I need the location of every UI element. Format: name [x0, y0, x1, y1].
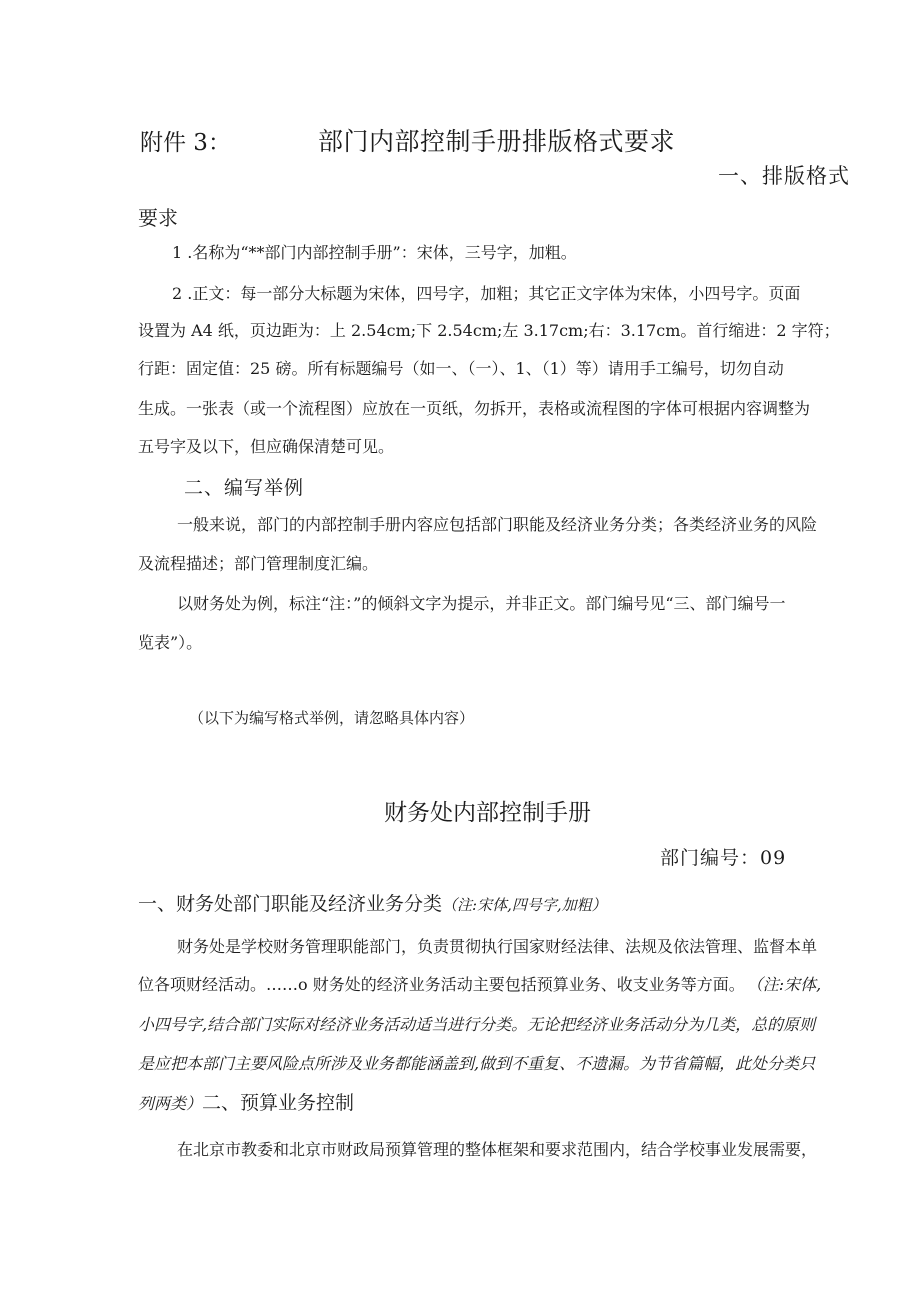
rule-2-line: 行距：固定值：25 磅。所有标题编号（如一、（一）、1、（1）等）请用手工编号，切勿自动	[138, 359, 784, 378]
body-text: 位各项财经活动。……o 财务处的经济业务活动主要包括预算业务、收支业务等方面。	[138, 975, 745, 994]
format-note-line: 是应把本部门主要风险点所涉及业务都能涵盖到,做到不重复、不遗漏。为节省篇幅，此处分类只	[138, 1054, 816, 1073]
example-heading-1-text: 一、财务处部门职能及经济业务分类	[138, 893, 443, 915]
body-paragraph-line: 一般来说，部门的内部控制手册内容应包括部门职能及经济业务分类；各类经济业务的风险	[177, 515, 818, 534]
department-number: 部门编号：09	[660, 847, 787, 869]
rule-2-line: 设置为 A4 纸，页边距为：上 2.54cm;下 2.54cm;左 3.17cm;右：3.17cm。首行缩进：2 字符；	[138, 321, 840, 340]
manual-title: 财务处内部控制手册	[384, 800, 591, 826]
format-note: （注:宋体,四号字,加粗）	[442, 896, 607, 914]
format-note-line: 小四号字,结合部门实际对经济业务活动适当进行分类。无论把经济业务活动分为几类，总的原则	[138, 1015, 816, 1034]
section-1-heading: 一、排版格式	[718, 164, 850, 188]
example-heading-1	[138, 889, 607, 916]
format-note: （注:宋体,	[754, 975, 822, 994]
rule-1-line: 1 .名称为“**部门内部控制手册”：宋体，三号字，加粗。	[172, 243, 577, 262]
example-note: （以下为编写格式举例，请忽略具体内容）	[189, 709, 475, 727]
section-1-heading-continued: 要求	[138, 206, 178, 230]
section-2-heading: 二、编写举例	[184, 477, 305, 499]
example-heading-2: 二、预算业务控制	[202, 1092, 355, 1114]
rule-2-line: 五号字及以下，但应确保清楚可见。	[138, 437, 395, 456]
body-paragraph-line: 览表”）。	[138, 633, 203, 652]
rule-2-line: 生成。一张表（或一个流程图）应放在一页纸，勿拆开，表格或流程图的字体可根据内容调整为	[138, 399, 811, 418]
body-paragraph-line	[138, 975, 821, 995]
rule-2-line: 2 .正文：每一部分大标题为宋体，四号字，加粗；其它正文字体为宋体，小四号字。页面	[172, 284, 801, 303]
document-title: 部门内部控制手册排版格式要求	[318, 127, 676, 156]
body-paragraph-line: 以财务处为例，标注“注：”的倾斜文字为提示，并非正文。部门编号见“三、部门编号一	[177, 594, 786, 613]
body-paragraph-line: 在北京市教委和北京市财政局预算管理的整体框架和要求范围内，结合学校事业发展需要，	[177, 1140, 818, 1159]
attachment-label: 附件 3：	[140, 130, 231, 156]
body-paragraph-line: 及流程描述；部门管理制度汇编。	[138, 554, 379, 573]
format-note-line	[138, 1093, 354, 1114]
format-note: 列两类）	[138, 1094, 203, 1113]
body-paragraph-line: 财务处是学校财务管理职能部门，负责贯彻执行国家财经法律、法规及依法管理、监督本单	[177, 937, 818, 956]
